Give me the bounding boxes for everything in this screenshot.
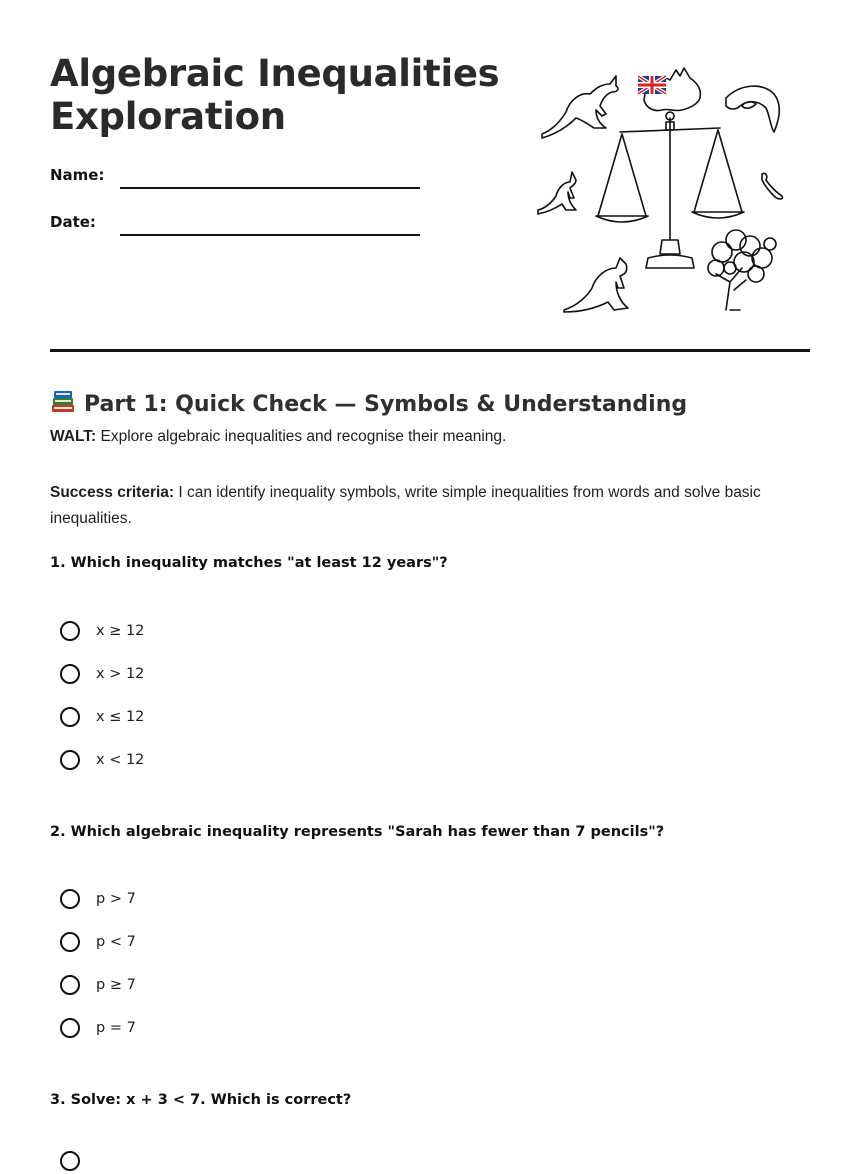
platypus-icon <box>726 86 779 132</box>
radio-button[interactable] <box>60 1151 80 1171</box>
option-label: p ≥ 7 <box>96 977 136 993</box>
radio-button[interactable] <box>60 707 80 727</box>
worksheet-title <box>50 52 520 138</box>
option-label: x < 12 <box>96 752 145 768</box>
success-label: Success criteria: <box>50 484 175 501</box>
radio-button[interactable] <box>60 664 80 684</box>
question-2-text: 2. Which algebraic inequality represents "Sarah has fewer than 7 pencils"? <box>50 824 665 840</box>
q3-option-1[interactable] <box>60 1148 80 1174</box>
lizard-icon <box>762 173 782 199</box>
option-label: x > 12 <box>96 666 145 682</box>
walt-label: WALT: <box>50 428 97 445</box>
question-3-text: 3. Solve: x + 3 < 7. Which is correct? <box>50 1092 352 1108</box>
walt-text <box>50 424 810 450</box>
part1-heading <box>50 389 687 424</box>
kangaroo-icon <box>564 258 628 312</box>
walt-body: Explore algebraic inequalities and recognise their meaning. <box>96 428 507 445</box>
radio-button[interactable] <box>60 1018 80 1038</box>
radio-button[interactable] <box>60 932 80 952</box>
q2-option-2[interactable] <box>60 929 136 955</box>
q2-option-3[interactable] <box>60 972 136 998</box>
union-jack-flag-icon <box>638 76 666 94</box>
kangaroo-icon <box>542 76 618 138</box>
q2-option-4[interactable] <box>60 1015 136 1041</box>
q1-option-1[interactable] <box>60 618 144 644</box>
radio-button[interactable] <box>60 889 80 909</box>
header-illustration <box>530 62 790 320</box>
option-label: p < 7 <box>96 934 136 950</box>
option-label: x ≥ 12 <box>96 623 145 639</box>
success-criteria <box>50 480 810 532</box>
balance-scale-icon <box>596 112 744 268</box>
books-icon <box>50 389 76 424</box>
question-1-text: 1. Which inequality matches "at least 12 years"? <box>50 555 448 571</box>
date-field[interactable] <box>120 220 420 236</box>
radio-button[interactable] <box>60 975 80 995</box>
q1-option-3[interactable] <box>60 704 144 730</box>
q1-option-2[interactable] <box>60 661 144 687</box>
option-label: p = 7 <box>96 1020 136 1036</box>
title-line-1: Algebraic Inequalities <box>50 52 500 95</box>
kangaroo-icon <box>538 172 576 214</box>
option-label: p > 7 <box>96 891 136 907</box>
section-divider <box>50 349 810 352</box>
gum-tree-icon <box>708 230 776 310</box>
q2-option-1[interactable] <box>60 886 136 912</box>
radio-button[interactable] <box>60 750 80 770</box>
name-field[interactable] <box>120 173 420 189</box>
name-label: Name: <box>50 166 105 184</box>
option-label: x ≤ 12 <box>96 709 145 725</box>
part1-heading-text: Part 1: Quick Check — Symbols & Understanding <box>84 392 688 417</box>
success-body: I can identify inequality symbols, write simple inequalities from words and solve basic inequalities. <box>50 484 761 527</box>
date-label: Date: <box>50 213 96 231</box>
radio-button[interactable] <box>60 621 80 641</box>
title-line-2: Exploration <box>50 95 286 138</box>
q1-option-4[interactable] <box>60 747 144 773</box>
